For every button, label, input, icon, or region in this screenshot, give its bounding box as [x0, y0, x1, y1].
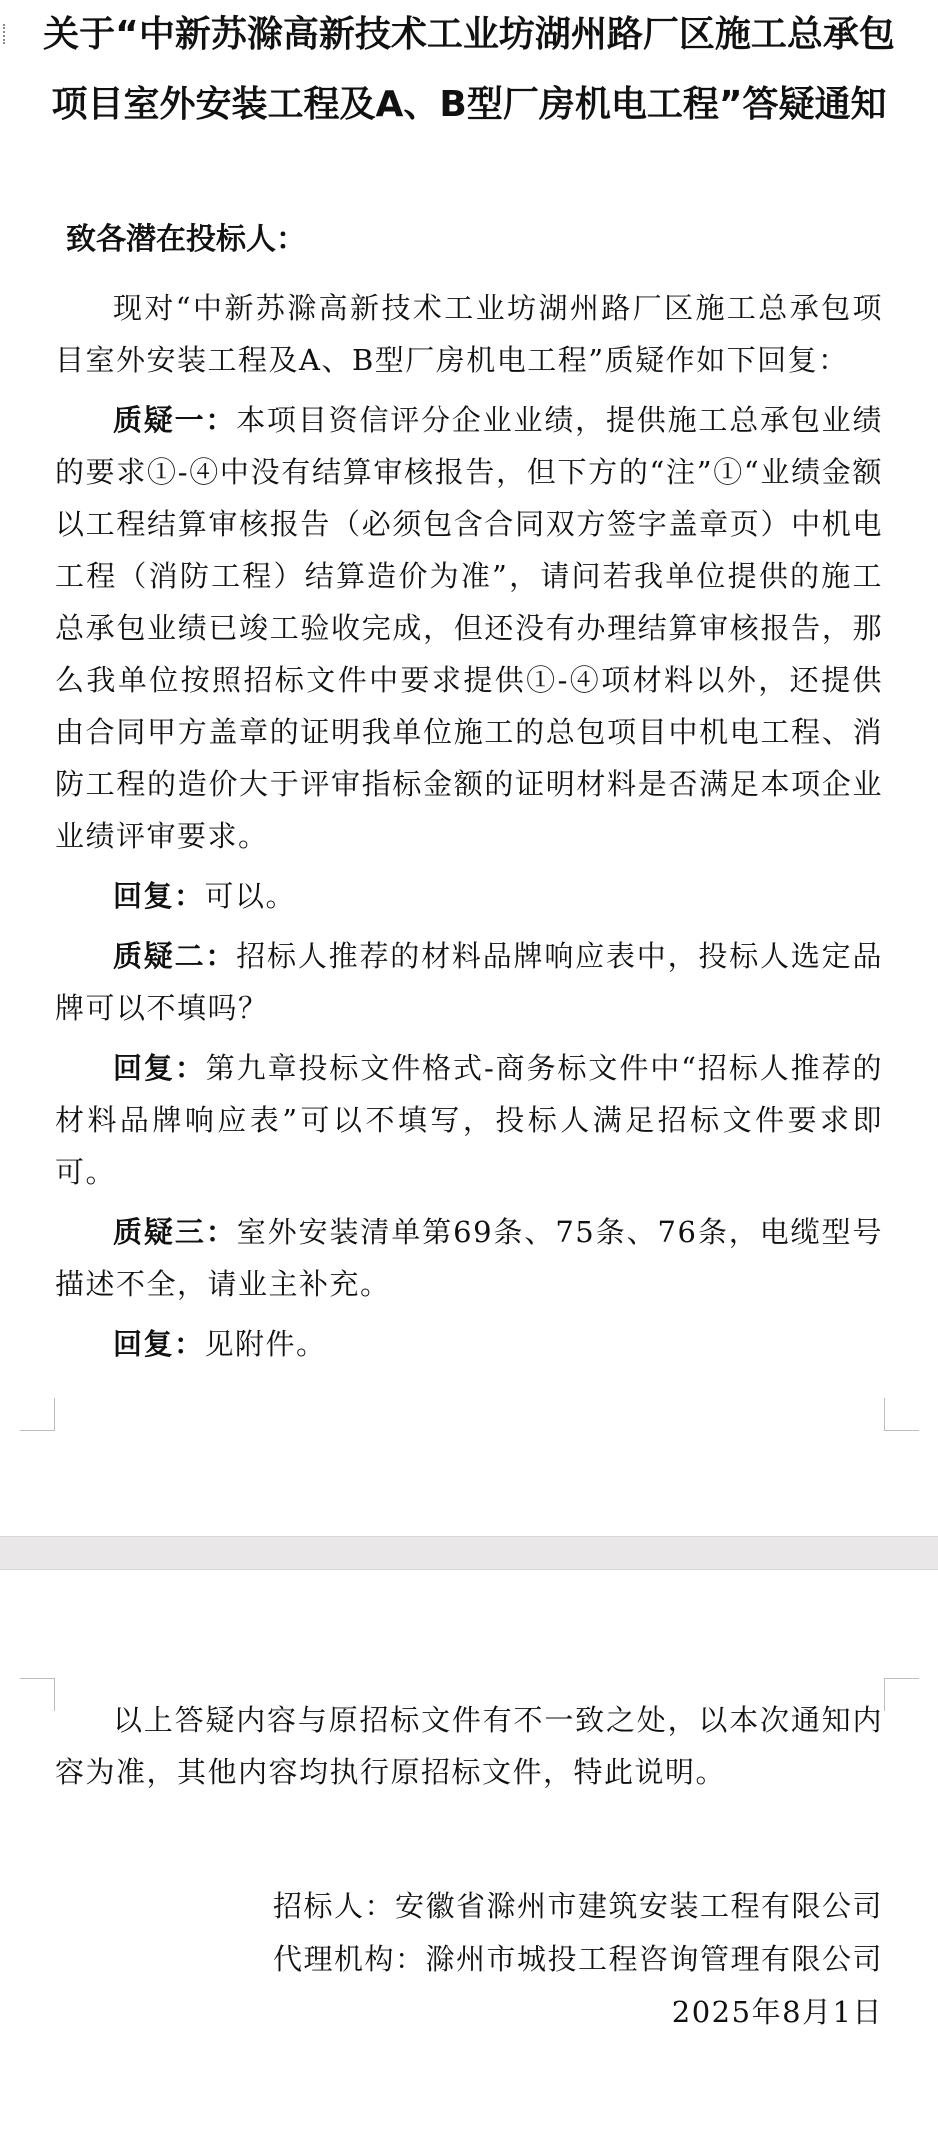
answer-text: 见附件。: [204, 1327, 327, 1361]
margin-corner-top-right: [884, 1678, 919, 1711]
question-text: 室外安装清单第69条、75条、76条，电缆型号描述不全，请业主补充。: [55, 1215, 883, 1301]
salutation: 致各潜在投标人：: [66, 222, 306, 257]
answer-label: 回复：: [113, 879, 205, 913]
intro-paragraph: 现对“中新苏滁高新技术工业坊湖州路厂区施工总承包项目室外安装工程及A、B型厂房机电工程”质疑作如下回复：: [55, 291, 883, 377]
margin-corner-bottom-right: [884, 1398, 919, 1431]
closing-paragraph: 以上答疑内容与原招标文件有不一致之处，以本次通知内容为准，其他内容均执行原招标文件，特此说明。: [55, 1703, 883, 1789]
question-paragraph-2: [55, 930, 883, 1034]
answer-paragraph-3: [55, 1318, 883, 1370]
tenderer-line: 招标人：安徽省滁州市建筑安装工程有限公司: [272, 1889, 883, 1923]
document-title: 关于“中新苏滁高新技术工业坊湖州路厂区施工总承包项目室外安装工程及A、B型厂房机电工程”答疑通知: [43, 14, 895, 125]
question-paragraph-1: [55, 394, 883, 862]
answer-label: 回复：: [113, 1327, 205, 1361]
answer-paragraph-1: [55, 870, 883, 922]
page-separator: [0, 1536, 938, 1570]
answer-label: 回复：: [113, 1051, 206, 1085]
agency-line: 代理机构：滁州市城投工程咨询管理有限公司: [272, 1942, 883, 1976]
date-line: 2025年8月1日: [671, 1995, 883, 2029]
answer-text: 第九章投标文件格式-商务标文件中“招标人推荐的材料品牌响应表”可以不填写，投标人满足招标文件要求即可。: [55, 1051, 883, 1189]
question-text: 本项目资信评分企业业绩，提供施工总承包业绩的要求①-④中没有结算审核报告，但下方的“注”①“业绩金额以工程结算审核报告（必须包含合同双方签字盖章页）中机电工程（消防工程）结算造价为准”，请问若我单位提供的施工总承包业绩已竣工验收完成，但还没有办理结算审核报告，那么我单位按照招标文件中要求提供①-④项材料以外，还提供由合同甲方盖章的证明我单位施工的总包项目中机电工程、消防工程的造价大于评审指标金额的证明材料是否满足本项企业业绩评审要求。: [55, 403, 883, 853]
question-label: 质疑二：: [113, 939, 237, 973]
margin-corner-top-left: [20, 1678, 55, 1711]
question-label: 质疑三：: [113, 1215, 237, 1249]
closing-section: [55, 1694, 883, 1806]
question-label: 质疑一：: [113, 403, 237, 437]
question-paragraph-3: [55, 1206, 883, 1310]
document-page-2: [0, 1570, 938, 2151]
answer-paragraph-2: [55, 1042, 883, 1198]
question-text: 招标人推荐的材料品牌响应表中，投标人选定品牌可以不填吗？: [55, 939, 883, 1025]
document-body: [55, 282, 883, 1378]
answer-text: 可以。: [204, 879, 297, 913]
signature-block: [273, 1880, 883, 2039]
margin-corner-bottom-left: [20, 1398, 55, 1431]
margin-marker: [3, 24, 9, 44]
